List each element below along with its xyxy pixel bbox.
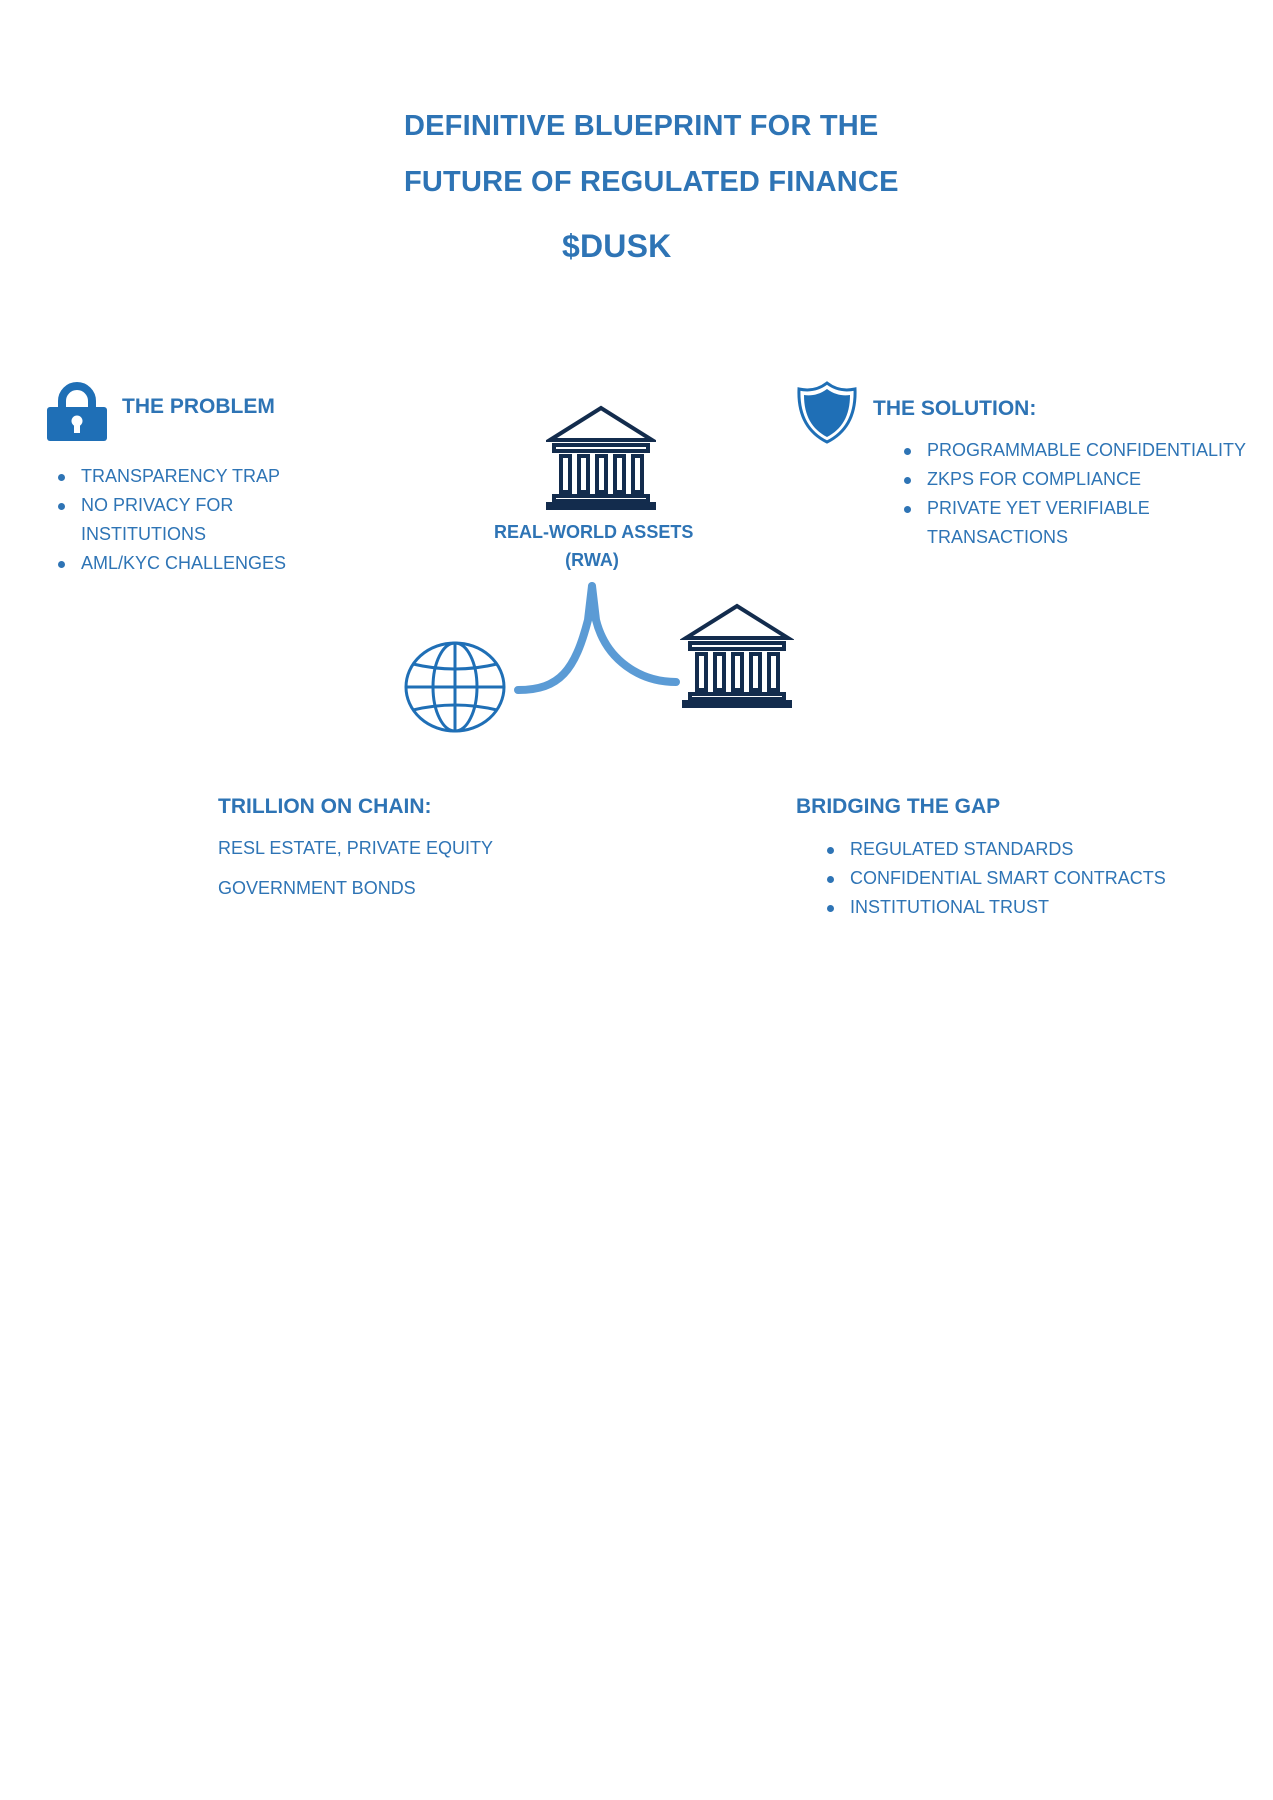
list-item: PROGRAMMABLE CONFIDENTIALITY — [900, 436, 1250, 465]
list-item: AML/KYC CHALLENGES — [54, 549, 314, 578]
connector-lines — [510, 580, 690, 700]
list-item: INSTITUTIONAL TRUST — [823, 893, 1183, 922]
title-line-1: DEFINITIVE BLUEPRINT FOR THE — [404, 110, 879, 142]
problem-list — [54, 462, 314, 578]
problem-heading: THE PROBLEM — [122, 395, 275, 418]
trillion-heading: TRILLION ON CHAIN: — [218, 795, 432, 818]
title-line-2: FUTURE OF REGULATED FINANCE — [404, 166, 899, 198]
list-item: NO PRIVACY FOR INSTITUTIONS — [54, 491, 251, 549]
trillion-line-1: RESL ESTATE, PRIVATE EQUITY — [218, 838, 494, 858]
trillion-line-2: GOVERNMENT BONDS — [218, 878, 416, 898]
solution-list — [900, 436, 1250, 552]
padlock-icon — [46, 381, 108, 441]
title-ticker: $DUSK — [562, 228, 672, 264]
bank-building-icon — [546, 404, 656, 510]
bank-building-icon — [680, 602, 794, 708]
globe-icon — [403, 640, 507, 734]
shield-icon — [796, 380, 858, 444]
list-item: CONFIDENTIAL SMART CONTRACTS — [823, 864, 1183, 893]
bridging-heading: BRIDGING THE GAP — [796, 795, 1001, 818]
solution-heading: THE SOLUTION: — [873, 397, 1037, 420]
bridging-list — [823, 835, 1183, 922]
rwa-label — [494, 518, 694, 574]
list-item: PRIVATE YET VERIFIABLE TRANSACTIONS — [900, 494, 1157, 552]
rwa-label-line-1: REAL-WORLD ASSETS — [494, 522, 694, 542]
rwa-label-line-2: (RWA) — [565, 550, 619, 570]
list-item: ZKPS FOR COMPLIANCE — [900, 465, 1250, 494]
list-item: REGULATED STANDARDS — [823, 835, 1183, 864]
list-item: TRANSPARENCY TRAP — [54, 462, 314, 491]
